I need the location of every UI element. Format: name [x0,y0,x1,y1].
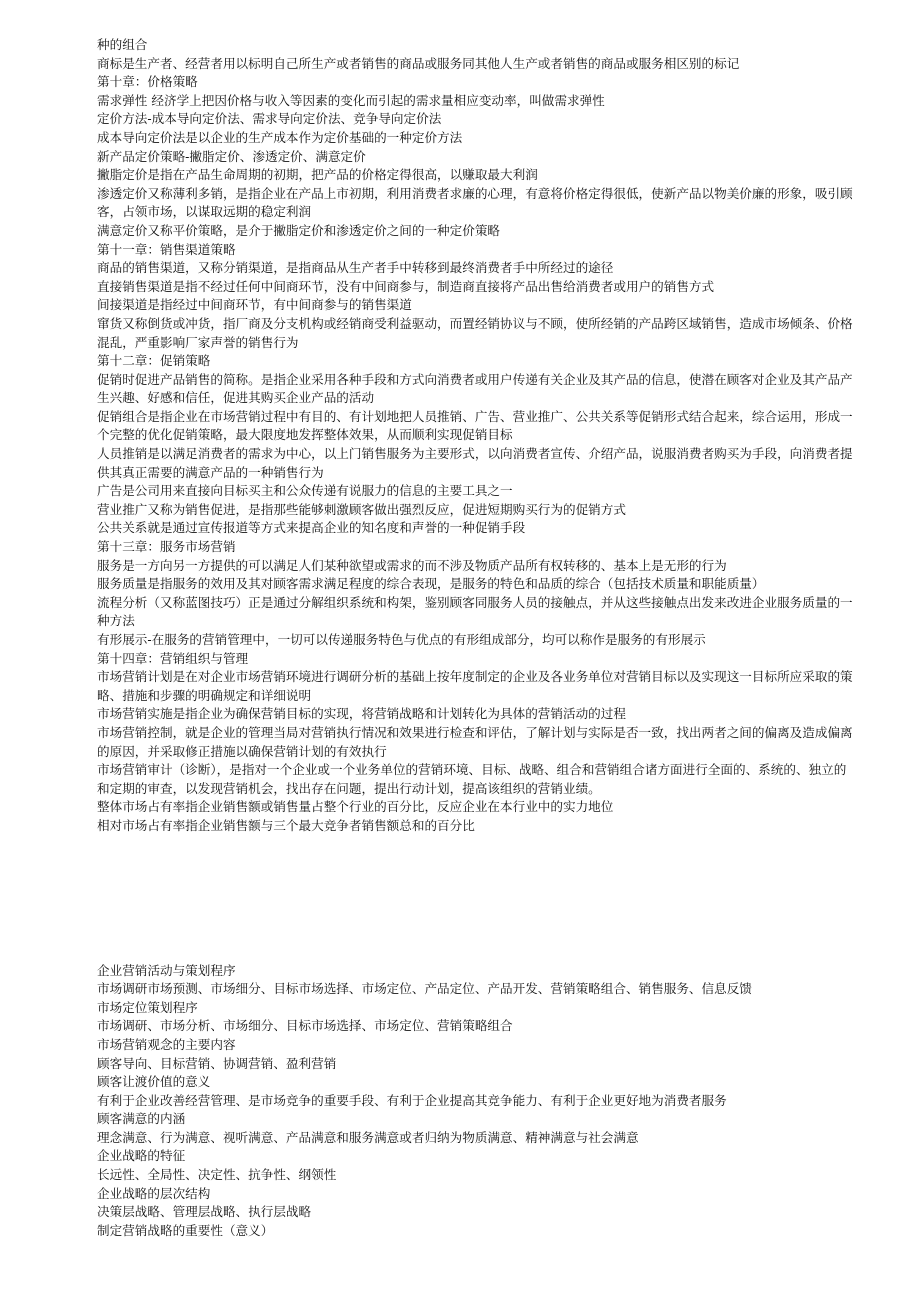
text-line: 顾客让渡价值的意义 [97,1074,211,1090]
text-line: 市场调研、市场分析、市场细分、目标市场选择、市场定位、营销策略组合 [97,1018,513,1034]
text-line: 商品的销售渠道，又称分销渠道，是指商品从生产者手中转移到最终消费者手中所经过的途径 [97,260,614,276]
text-line: 相对市场占有率指企业销售额与三个最大竞争者销售额总和的百分比 [97,817,475,833]
text-line: 有利于企业改善经营管理、是市场竞争的重要手段、有利于企业提高其竞争能力、有利于企业更好地为消费者服务 [97,1092,727,1108]
text-line: 种的组合 [97,37,148,52]
document-section-terms [97,36,853,836]
text-line: 企业营销活动与策划程序 [97,962,236,978]
text-line: 第十四章：营销组织与管理 [97,650,249,666]
text-line: 顾客满意的内涵 [97,1111,186,1127]
text-line: 促销时促进产品销售的简称。是指企业采用各种手段和方式向消费者或用户传递有关企业及其产品的信息，使潜在顾客对企业及其产品产生兴趣、好感和信任，促进其购买企业产品的活动 [97,371,853,406]
text-line: 促销组合是指企业在市场营销过程中有目的、有计划地把人员推销、广告、营业推广、公共关系等促销形式结合起来，综合运用，形成一个完整的优化促销策略，最大限度地发挥整体效果，从而顺利实现促销目标 [97,408,853,443]
text-line: 企业战略的特征 [97,1148,186,1164]
text-line: 撇脂定价是指在产品生命周期的初期，把产品的价格定得很高，以赚取最大利润 [97,167,538,183]
text-line: 市场定位策划程序 [97,999,198,1015]
text-line: 第十一章：销售渠道策略 [97,241,236,257]
text-line: 整体市场占有率指企业销售额或销售量占整个行业的百分比，反应企业在本行业中的实力地位 [97,799,614,815]
text-line: 顾客导向、目标营销、协调营销、盈利营销 [97,1055,337,1071]
text-line: 市场营销实施是指企业为确保营销目标的实现，将营销战略和计划转化为具体的营销活动的过程 [97,706,626,722]
text-line: 成本导向定价法是以企业的生产成本作为定价基础的一种定价方法 [97,129,463,145]
text-line: 第十三章：服务市场营销 [97,539,236,555]
text-line: 营业推广又称为销售促进，是指那些能够刺激顾客做出强烈反应，促进短期购买行为的促销方式 [97,501,626,517]
text-line: 流程分析（又称蓝图技巧）正是通过分解组织系统和构架，鉴别顾客同服务人员的接触点，并从这些接触点出发来改进企业服务质量的一种方法 [97,594,853,629]
text-line: 新产品定价策略-撇脂定价、渗透定价、满意定价 [97,148,366,164]
text-line: 市场营销审计（诊断），是指对一个企业或一个业务单位的营销环境、目标、战略、组合和营销组合诸方面进行全面的、系统的、独立的和定期的审查，以发现营销机会，找出存在问题，提出行动计划，提高该组织的营销业绩。 [97,762,847,796]
text-line: 市场营销观念的主要内容 [97,1036,236,1052]
text-line: 渗透定价又称薄利多销，是指企业在产品上市初期，利用消费者求廉的心理，有意将价格定得很低，使新产品以物美价廉的形象，吸引顾客，占领市场，以谋取远期的稳定利润 [97,185,853,220]
text-line: 市场调研市场预测、市场细分、目标市场选择、市场定位、产品定位、产品开发、营销策略组合、销售服务、信息反馈 [97,981,752,997]
text-line: 人员推销是以满足消费者的需求为中心，以上门销售服务为主要形式，以向消费者宣传、介绍产品，说服消费者购买为手段，向消费者提供其真正需要的满意产品的一种销售行为 [97,446,853,480]
text-line: 间接渠道是指经过中间商环节，有中间商参与的销售渠道 [97,297,412,313]
text-line: 理念满意、行为满意、视听满意、产品满意和服务满意或者归纳为物质满意、精神满意与社会满意 [97,1129,639,1145]
text-line: 定价方法-成本导向定价法、需求导向定价法、竞争导向定价法 [97,111,442,127]
text-line: 第十二章：促销策略 [97,353,211,369]
text-line: 广告是公司用来直接向目标买主和公众传递有说服力的信息的主要工具之一 [97,483,513,499]
text-line: 第十章：价格策略 [97,74,198,90]
document-section-review [97,962,853,1241]
text-line: 服务质量是指服务的效用及其对顾客需求满足程度的综合表现，是服务的特色和品质的综合（包括技术质量和职能质量） [97,576,765,592]
blank-gap [97,836,853,962]
text-line: 企业战略的层次结构 [97,1185,211,1201]
text-line: 需求弹性 经济学上把因价格与收入等因素的变化而引起的需求量相应变动率，叫做需求弹性 [97,92,605,108]
document-page [97,36,853,1240]
text-line: 决策层战略、管理层战略、执行层战略 [97,1204,312,1220]
text-line: 制定营销战略的重要性（意义） [97,1222,274,1238]
text-line: 长远性、全局性、决定性、抗争性、纲领性 [97,1167,337,1183]
text-line: 商标是生产者、经营者用以标明自己所生产或者销售的商品或服务同其他人生产或者销售的商品或服务相区别的标记 [97,55,740,71]
text-line: 市场营销控制，就是企业的管理当局对营销执行情况和效果进行检查和评估，了解计划与实际是否一致，找出两者之间的偏离及造成偏离的原因，并采取修正措施以确保营销计划的有效执行 [97,724,853,759]
text-line: 窜货又称倒货或冲货，指厂商及分支机构或经销商受利益驱动，而置经销协议与不顾，使所经销的产品跨区域销售，造成市场倾条、价格混乱，严重影响厂家声誉的销售行为 [97,315,853,350]
text-line: 有形展示-在服务的营销管理中，一切可以传递服务特色与优点的有形组成部分，均可以称作是服务的有形展示 [97,632,706,647]
text-line: 满意定价又称平价策略，是介于撇脂定价和渗透定价之间的一种定价策略 [97,222,500,238]
text-line: 市场营销计划是在对企业市场营销环境进行调研分析的基础上按年度制定的企业及各业务单位对营销目标以及实现这一目标所应采取的策略、措施和步骤的明确规定和详细说明 [97,669,853,703]
text-line: 公共关系就是通过宣传报道等方式来提高企业的知名度和声誉的一种促销手段 [97,520,526,536]
text-line: 服务是一方向另一方提供的可以满足人们某种欲望或需求的而不涉及物质产品所有权转移的、基本上是无形的行为 [97,557,727,573]
text-line: 直接销售渠道是指不经过任何中间商环节，没有中间商参与，制造商直接将产品出售给消费者或用户的销售方式 [97,278,715,294]
